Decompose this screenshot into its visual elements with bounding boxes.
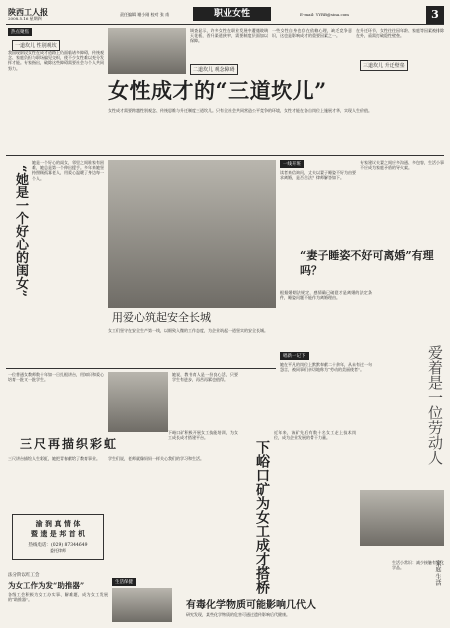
teacher-photo <box>108 372 168 432</box>
article-text: 各级工会积极为女工办实事、解难题，成为女工发展的“助推器”。 <box>8 592 108 603</box>
article-text: 研究发现，某些化学物质的危害可通过遗传影响后代健康。 <box>186 612 290 617</box>
bottom-kicker: 法分阶以红工会 <box>8 573 40 578</box>
ad-phone: 热线电话：(029) 87344649 <box>28 543 88 548</box>
mine-photo <box>360 490 444 546</box>
article-text: 她说，教书育人是一份良心活，只要学生有进步，再苦再累也值得。 <box>172 372 238 383</box>
article-text: 我国现阶段女性在成才道路上仍面临诸多障碍，传统观念、家庭负担与职场偏见交织，使不少女性难以充分发挥才能。专家指出，破除这些障碍需要社会与个人共同努力。 <box>8 50 104 71</box>
bottom-right-label: 家庭 生活 <box>434 560 441 586</box>
health-photo <box>112 588 172 622</box>
article-text: 她是一个好心的闺女，邻里之间谁家有困难，她总是第一个伸出援手。多年来她坚持照顾孤寡老人，用爱心温暖了身边每一个人。 <box>32 160 104 181</box>
ad-footer: 委托律师 <box>50 548 66 553</box>
column-tag: 生活保健 <box>112 578 136 586</box>
article-text: 她在平凡的岗位上默默奉献二十余年，从未有过一句怨言，被同事们亲切地称为“劳动的美丽使者”。 <box>280 362 372 373</box>
article-text: 女性成才需要跨越性别观念、传统思维与升迁制度三道坎儿。只有全社会共同营造公平竞争的环境，女性才能在各自岗位上施展才华，实现人生价值。 <box>108 108 372 113</box>
feature-photo <box>108 160 276 308</box>
article-text: 学生们说，老师就像妈妈一样关心我们的学习和生活。 <box>108 456 204 461</box>
article-text: 近年来，该矿先后有数十名女工走上技术岗位，成为企业发展的骨干力量。 <box>274 430 356 441</box>
article-text: 三尺讲台描绘人生彩虹，她把青春献给了教育事业。 <box>8 456 100 461</box>
ad-line-2: 暨 遗 是 邦 首 机 <box>30 529 86 538</box>
article-text: 在升迁环节，女性往往因年龄、家庭等因素被排除在外，亟需打破隐性壁垒。 <box>356 28 444 39</box>
column-tag: 一线开班 <box>280 160 304 168</box>
article-text: 根据婚姻法规定，感情确已破裂才是离婚的法定条件，睡姿问题不能作为离婚理由。 <box>280 290 372 301</box>
feature-vertical-title: 爱着是一位劳动人 <box>426 345 444 465</box>
article-text: 女工们坚守在安全生产第一线，以细致入微的工作态度，为企业筑起一道坚实的安全长城。 <box>108 328 268 333</box>
article-text: 一位普通女教师数十年如一日扎根讲台，用知识和爱心培育一批又一批学生。 <box>8 372 104 383</box>
article-text: 生活小常识：减少接触有害化学品。 <box>392 560 444 571</box>
ad-line-1: 渝 润 真 情 体 <box>35 519 81 528</box>
column-tag: 唱新一记下 <box>280 352 309 360</box>
article-photo <box>108 28 186 74</box>
article-text: 一些女性自身也存在依赖心理，缺乏竞争意识，这也是影响成才的重要因素之一。 <box>272 28 352 39</box>
subhead-2: 二道坎儿 观念障碍 <box>190 64 238 75</box>
subhead-3: 三道坎儿 升迁壁垒 <box>360 60 408 71</box>
page-number: 3 <box>426 6 444 24</box>
column-tag: 热点聚焦 <box>8 28 32 36</box>
section-title: 职业女性 <box>193 7 271 21</box>
photo-caption-title: 用爱心筑起安全长城 <box>112 311 211 324</box>
divider <box>6 155 444 156</box>
advice-title: “妻子睡姿不好可离婚”有理吗？ <box>300 249 434 277</box>
article-text: 下峪口矿积极开展女工技能培训，为女工成长成才搭建平台。 <box>168 430 238 441</box>
main-headline: 女性成才的“三道坎儿” <box>108 78 327 103</box>
editor-credits: 责任编辑 谢小刚 校对 张 甫 <box>120 12 170 17</box>
contact-email: E-mail: YYRB@sina.com <box>300 12 349 17</box>
newspaper-logo: 陕西工人报 <box>8 7 48 17</box>
subhead-1: 一道坎儿 性别观坎 <box>12 40 60 51</box>
banner-title: 三尺再描织彩虹 <box>20 437 119 451</box>
vertical-title: “她是一个好心的闺女” <box>13 165 28 297</box>
divider <box>6 368 276 369</box>
article-text: 调查显示，许多女性在职业发展中遭遇玻璃天花板，晋升渠道狭窄，需要制度层面加以保障。 <box>190 28 268 44</box>
bottom-left-title: 为女工作为发“助推器” <box>8 581 85 590</box>
mine-vertical-title: 下峪口矿为女工成才搭桥 <box>254 440 270 594</box>
issue-date: 2008.5.16 星期四 <box>8 16 42 21</box>
ad-box <box>12 514 104 560</box>
article-text: 专家建议夫妻之间应多沟通、多包容，生活小事不应成为家庭矛盾的导火索。 <box>360 160 444 171</box>
health-title: 有毒化学物质可能影响几代人 <box>186 600 316 611</box>
article-text: 读者来信询问，丈夫以妻子睡姿不好为由要求离婚，是否合法？律师解答如下。 <box>280 170 356 181</box>
